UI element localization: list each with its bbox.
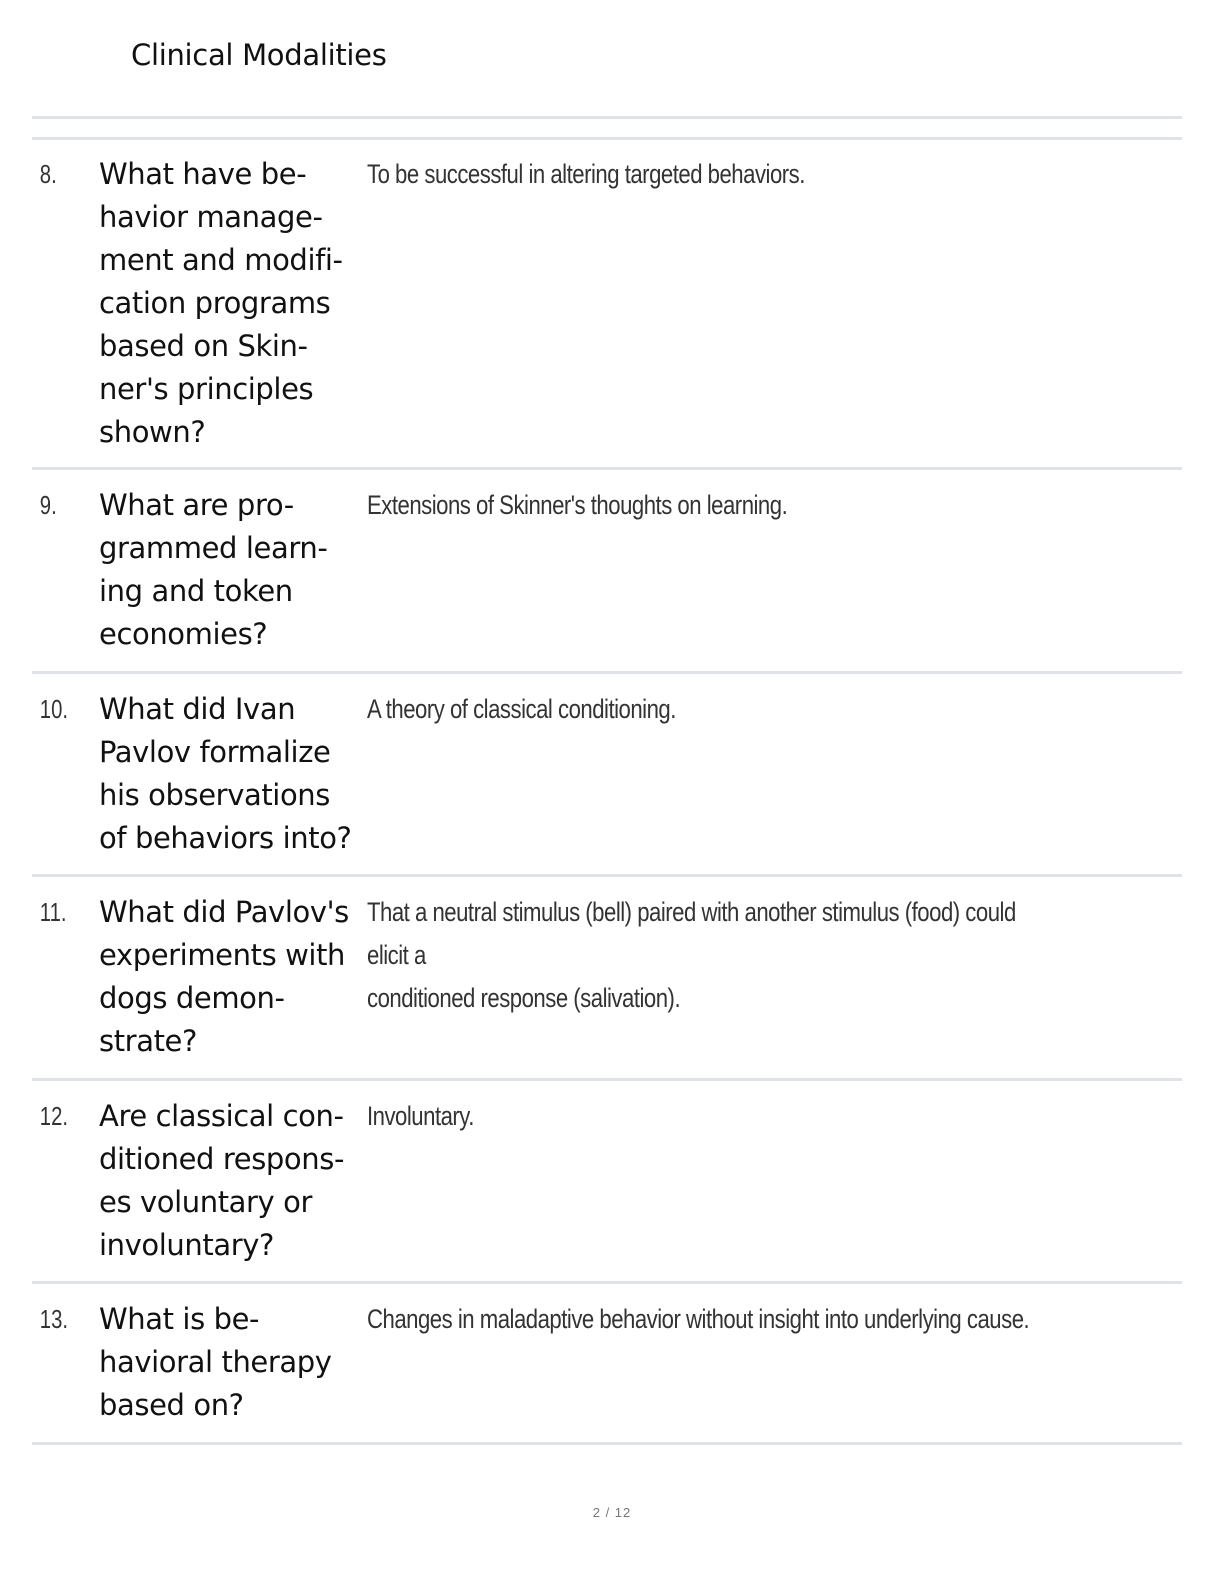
flashcard-list — [32, 139, 1182, 1445]
card-number: 10. — [39, 694, 69, 724]
card-definition: That a neutral stimulus (bell) paired with another stimulus (food) could elicit a conditioned response (salivation). — [367, 897, 1016, 1013]
card-definition: A theory of classical conditioning. — [367, 694, 676, 724]
card-number: 13. — [39, 1304, 69, 1334]
flashcard-row — [32, 470, 1182, 674]
card-term: Are classical con- ditioned respons- es voluntary or involuntary? — [99, 1099, 345, 1262]
card-term: What have be- havior manage- ment and modifi- cation programs based on Skin- ner's principles shown? — [99, 157, 343, 449]
header-divider — [32, 116, 1182, 119]
document-title: Clinical Modalities — [131, 38, 387, 72]
card-number: 12. — [39, 1101, 69, 1131]
flashcard-row — [32, 877, 1182, 1081]
card-term: What are pro- grammed learn- ing and token economies? — [99, 488, 328, 651]
card-term: What did Pavlov's experiments with dogs demon- strate? — [99, 895, 349, 1058]
flashcard-row — [32, 674, 1182, 877]
flashcard-row — [32, 139, 1182, 470]
card-definition: To be successful in altering targeted behaviors. — [367, 159, 805, 189]
card-term: What did Ivan Pavlov formalize his observations of behaviors into? — [99, 692, 352, 855]
flashcard-row — [32, 1284, 1182, 1445]
card-definition: Extensions of Skinner's thoughts on learning. — [367, 490, 788, 520]
card-term: What is be- havioral therapy based on? — [99, 1302, 332, 1422]
card-number: 8. — [39, 159, 57, 189]
card-definition: Changes in maladaptive behavior without insight into underlying cause. — [367, 1304, 1030, 1334]
page-number: 2 / 12 — [592, 1505, 632, 1520]
card-number: 9. — [39, 490, 57, 520]
card-number: 11. — [39, 897, 67, 927]
flashcard-row — [32, 1081, 1182, 1284]
card-definition: Involuntary. — [367, 1101, 474, 1131]
